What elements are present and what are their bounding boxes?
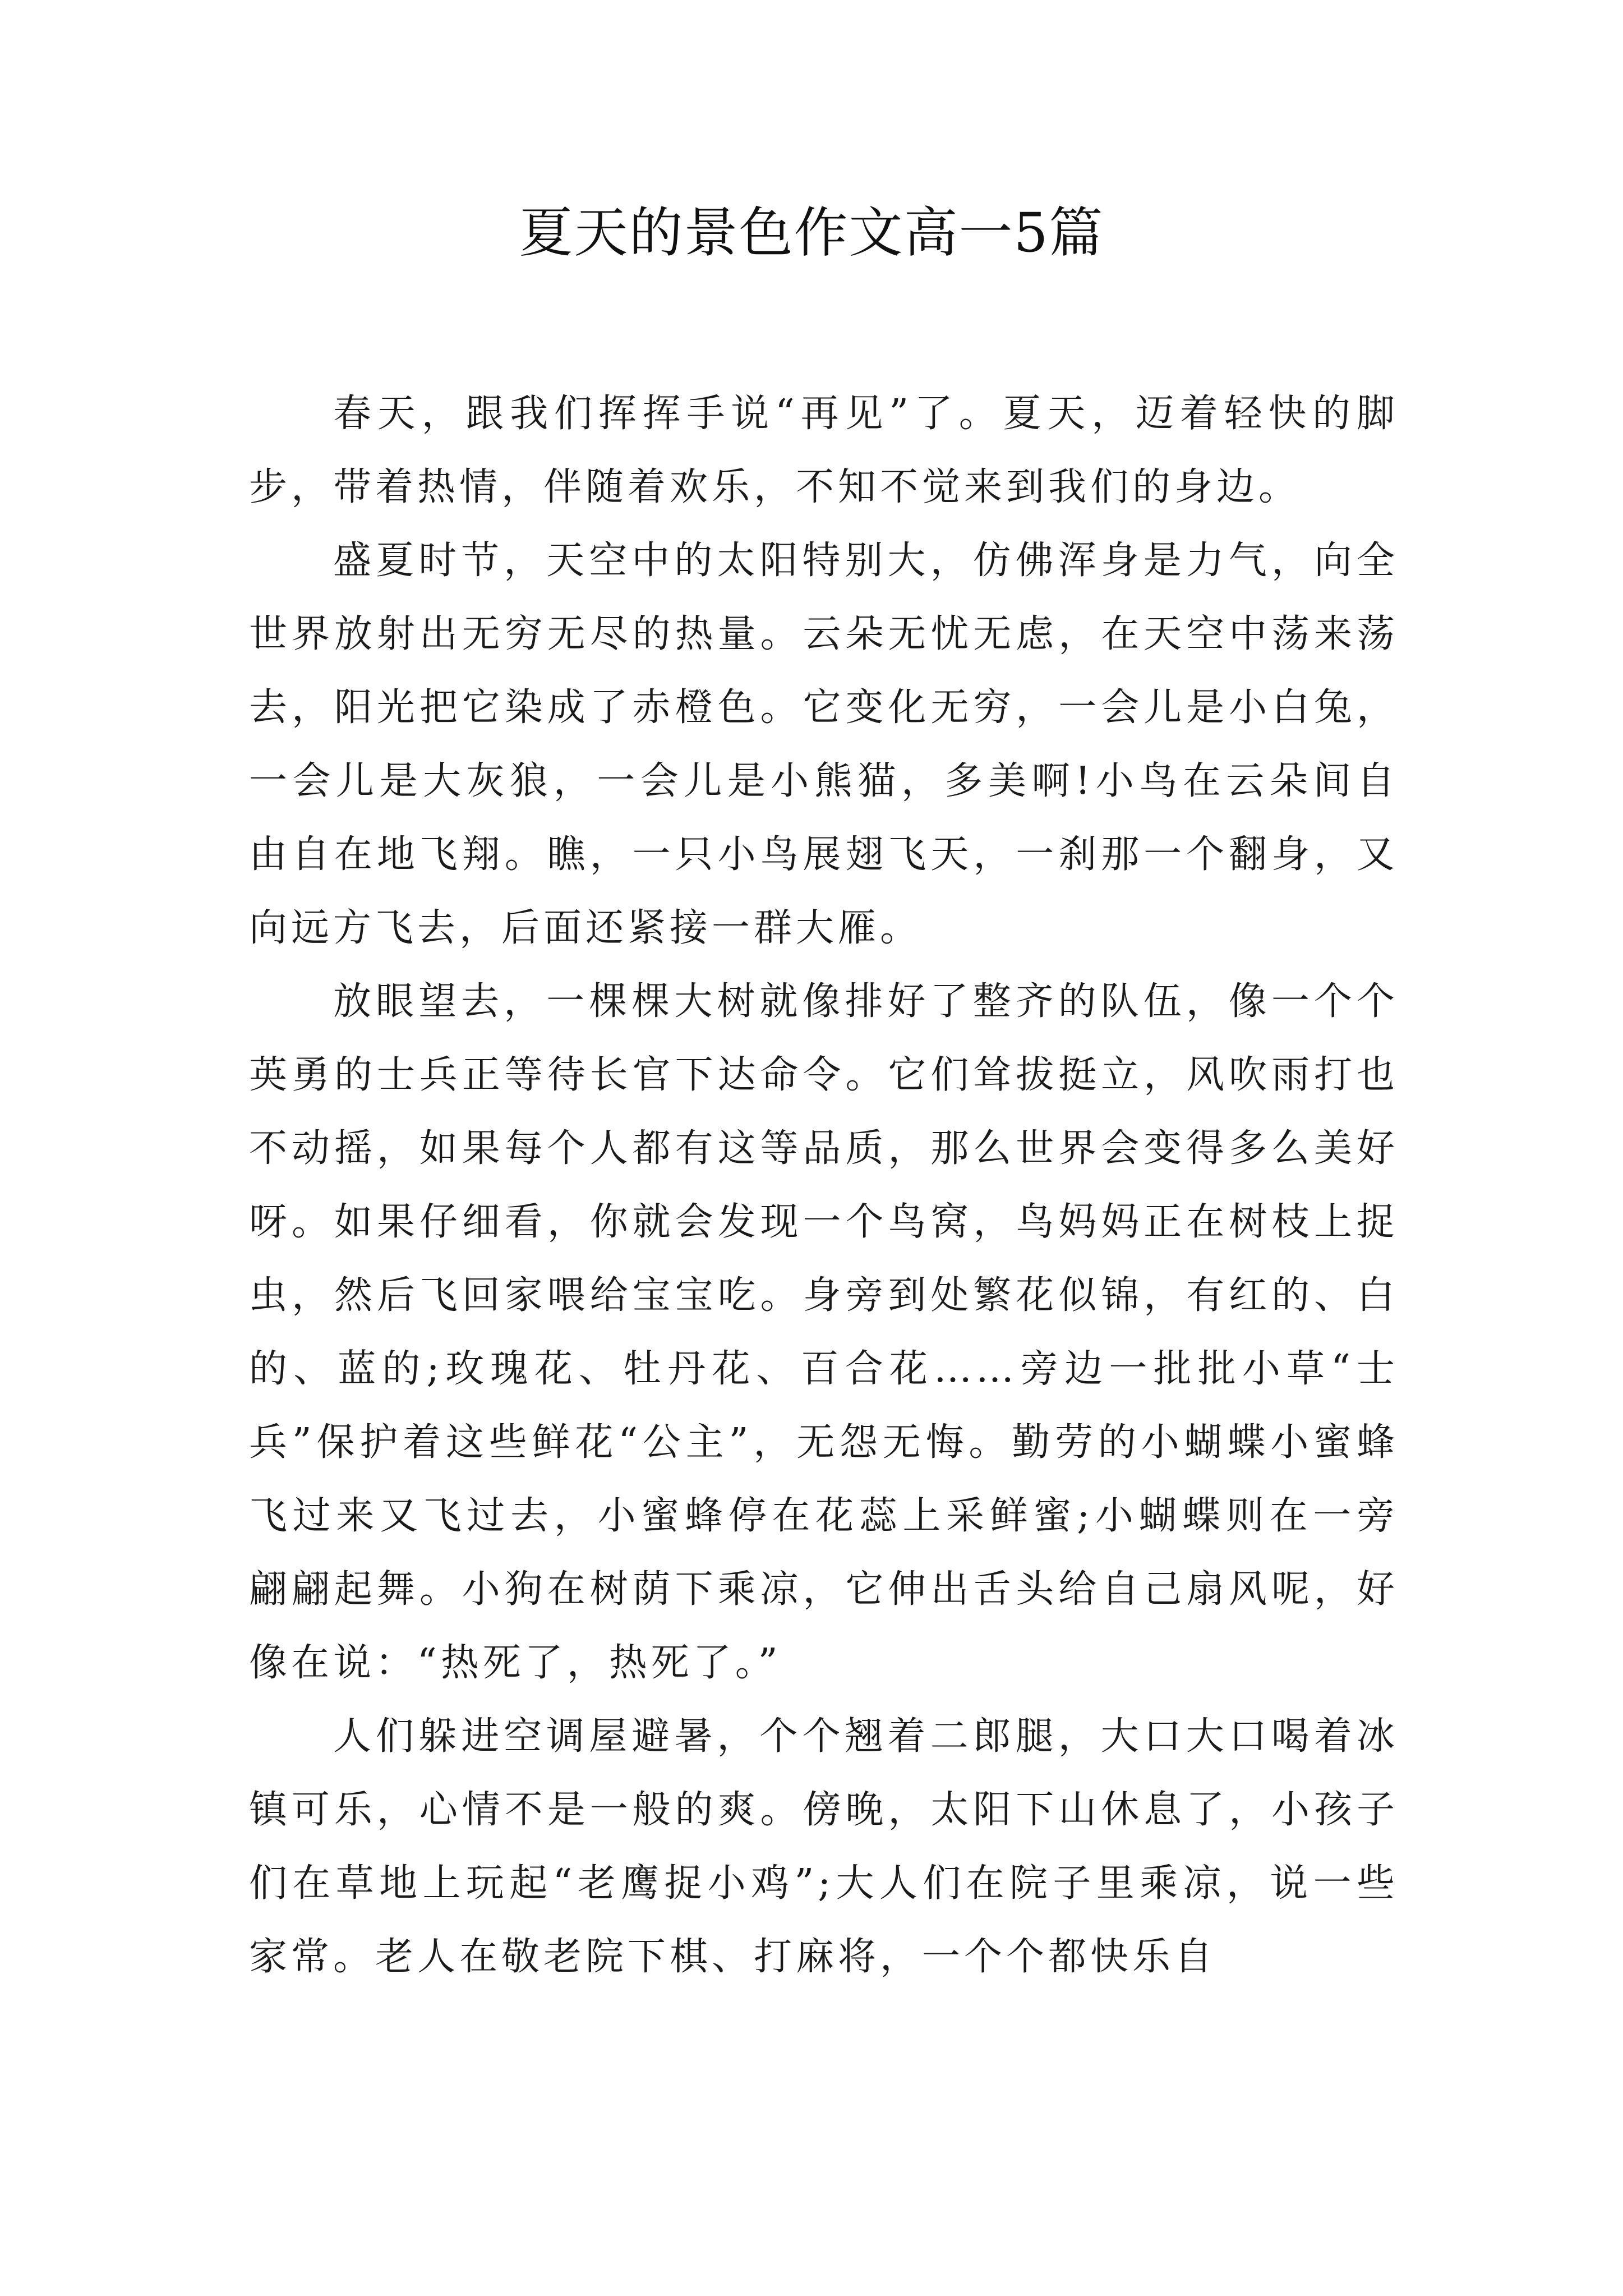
document-body: [249, 377, 1399, 1994]
paragraph-2: 盛夏时节，天空中的太阳特别大，仿佛浑身是力气，向全世界放射出无穷无尽的热量。云朵无忧无虑，在天空中荡来荡去，阳光把它染成了赤橙色。它变化无穷，一会儿是小白兔，一会儿是大灰狼，一会儿是小熊猫，多美啊!小鸟在云朵间自由自在地飞翔。瞧，一只小鸟展翅飞天，一刹那一个翻身，又向远方飞去，后面还紧接一群大雁。: [249, 539, 1399, 950]
document-title: 夏天的景色作文高一5篇: [519, 201, 1104, 264]
paragraph-3: 放眼望去，一棵棵大树就像排好了整齐的队伍，像一个个英勇的士兵正等待长官下达命令。它们耸拔挺立，风吹雨打也不动摇，如果每个人都有这等品质，那么世界会变得多么美好呀。如果仔细看，你就会发现一个鸟窝，鸟妈妈正在树枝上捉虫，然后飞回家喂给宝宝吃。身旁到处繁花似锦，有红的、白的、蓝的;玫瑰花、牡丹花、百合花……旁边一批批小草“士兵”保护着这些鲜花“公主”，无怨无悔。勤劳的小蝴蝶小蜜蜂飞过来又飞过去，小蜜蜂停在花蕊上采鲜蜜;小蝴蝶则在一旁翩翩起舞。小狗在树荫下乘凉，它伸出舌头给自己扇风呢，好像在说：“热死了，热死了。”: [249, 979, 1399, 1685]
paragraph-4: 人们躲进空调屋避暑，个个翘着二郎腿，大口大口喝着冰镇可乐，心情不是一般的爽。傍晚，太阳下山休息了，小孩子们在草地上玩起“老鹰捉小鸡”;大人们在院子里乘凉，说一些家常。老人在敬老院下棋、打麻将，一个个都快乐自: [249, 1714, 1399, 1979]
paragraph-1: 春天，跟我们挥挥手说“再见”了。夏天，迈着轻快的脚步，带着热情，伴随着欢乐，不知不觉来到我们的身边。: [249, 392, 1399, 509]
